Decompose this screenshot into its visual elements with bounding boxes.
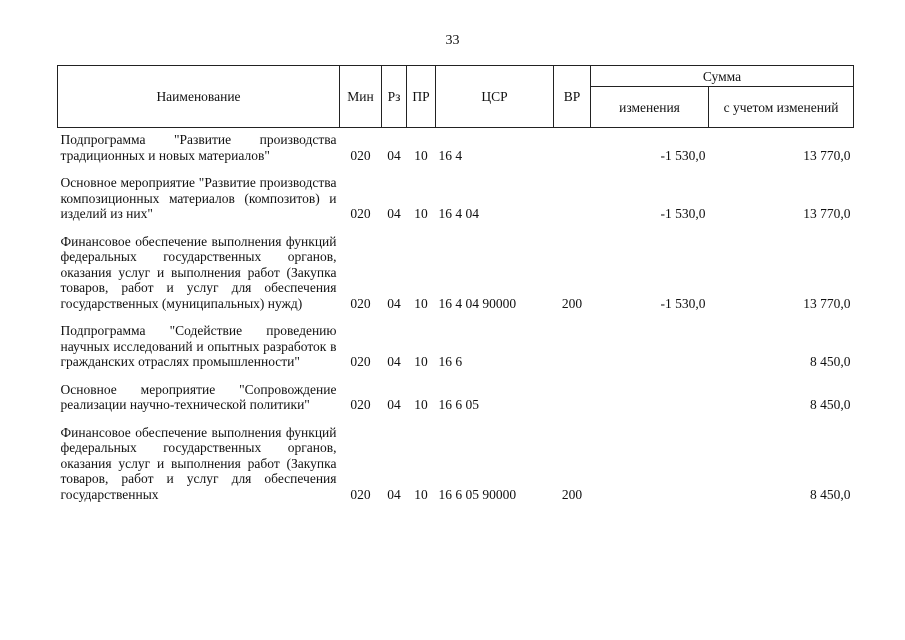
table-row — [58, 175, 854, 222]
row-csr: 16 4 04 — [438, 206, 479, 221]
row-name: Подпрограмма "Содействие проведению научных исследований и опытных разработок в гражданских отраслях промышленности" — [60, 323, 337, 369]
row-pr: 10 — [414, 147, 428, 163]
row-vr: 200 — [561, 486, 583, 502]
row-pr: 10 — [414, 206, 428, 221]
row-pr: 10 — [414, 354, 428, 369]
header-vr: ВР — [554, 66, 591, 128]
row-name: Финансовое обеспечение выполнения функций федеральных государственных органов, оказания услуг и выполнения работ (Закупка товаров, работ и услуг для обеспечения государственных (муниципальных) нужд) — [60, 233, 337, 311]
row-rz: 04 — [387, 147, 401, 163]
header-with-change: с учетом изменений — [709, 87, 854, 128]
row-name: Финансовое обеспечение выполнения функций федеральных государственных органов, оказания услуг и выполнения работ (Закупка товаров, работ и услуг для обеспечения государственных — [60, 424, 337, 502]
row-vr — [554, 382, 591, 413]
row-min: 020 — [350, 486, 371, 502]
header-change: изменения — [591, 87, 709, 128]
row-change: -1 530,0 — [660, 206, 706, 221]
table-row — [58, 425, 854, 503]
row-total: 8 450,0 — [810, 354, 851, 369]
budget-table — [57, 65, 854, 502]
table-row — [58, 323, 854, 370]
row-vr: 200 — [561, 295, 583, 311]
header-csr: ЦСР — [436, 66, 554, 128]
row-csr: 16 4 — [438, 147, 463, 163]
row-csr: 16 6 05 90000 — [438, 486, 517, 502]
row-name: Подпрограмма "Развитие производства традиционных и новых материалов" — [60, 132, 337, 163]
row-vr — [554, 323, 591, 370]
row-total: 13 770,0 — [803, 147, 851, 163]
row-rz: 04 — [387, 295, 401, 311]
row-min: 020 — [350, 397, 371, 412]
row-name: Основное мероприятие "Сопровождение реализации научно-технической политики" — [60, 381, 337, 412]
header-sum: Сумма — [591, 66, 854, 87]
row-min: 020 — [350, 147, 371, 163]
row-name: Основное мероприятие "Развитие производства композиционных материалов (композитов) и изделий из них" — [60, 175, 337, 221]
row-total: 13 770,0 — [803, 295, 851, 311]
row-pr: 10 — [414, 486, 428, 502]
header-pr: ПР — [407, 66, 436, 128]
header-rz: Рз — [382, 66, 407, 128]
header-name: Наименование — [58, 66, 340, 128]
table-row — [58, 234, 854, 312]
row-rz: 04 — [387, 486, 401, 502]
row-rz: 04 — [387, 354, 401, 369]
row-vr — [554, 175, 591, 222]
row-vr — [554, 132, 591, 163]
row-change — [591, 323, 709, 370]
row-min: 020 — [350, 295, 371, 311]
row-pr: 10 — [414, 295, 428, 311]
row-csr: 16 4 04 90000 — [438, 295, 517, 311]
row-pr: 10 — [414, 397, 428, 412]
row-rz: 04 — [387, 206, 401, 221]
page-number: 33 — [445, 33, 460, 48]
table-row — [58, 382, 854, 413]
row-min: 020 — [350, 354, 371, 369]
row-csr: 16 6 — [438, 354, 463, 369]
header-min: Мин — [340, 66, 382, 128]
row-csr: 16 6 05 — [438, 397, 479, 412]
row-change — [591, 382, 709, 413]
row-change: -1 530,0 — [660, 147, 706, 163]
row-rz: 04 — [387, 397, 401, 412]
row-total: 13 770,0 — [803, 206, 851, 221]
row-change: -1 530,0 — [660, 295, 706, 311]
row-total: 8 450,0 — [810, 486, 851, 502]
row-total: 8 450,0 — [810, 397, 851, 412]
table-row — [58, 132, 854, 163]
row-min: 020 — [350, 206, 371, 221]
row-change — [591, 425, 709, 503]
